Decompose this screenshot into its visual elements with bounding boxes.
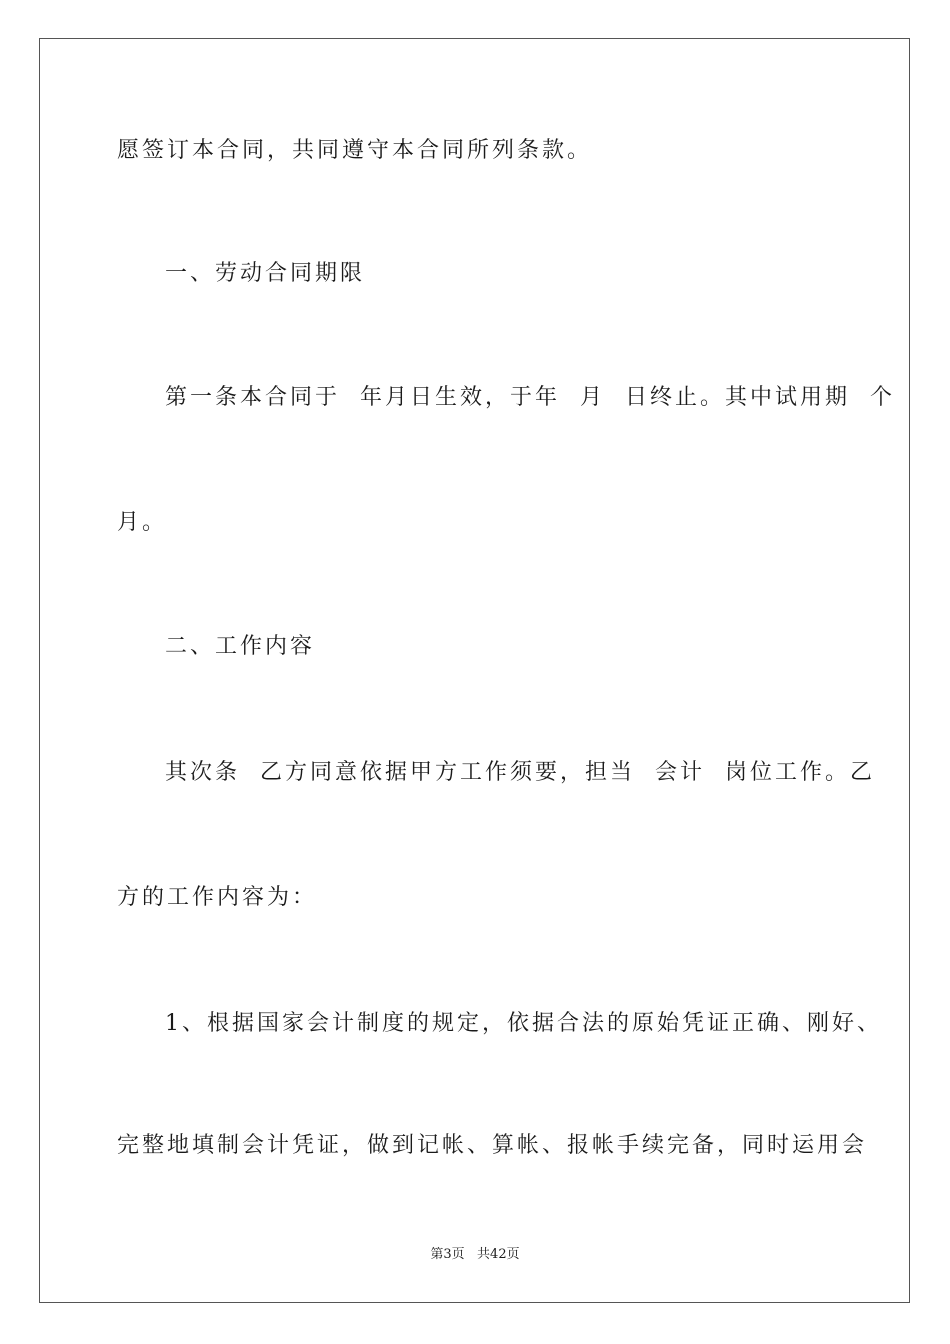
page-border xyxy=(39,38,910,1303)
paragraph-line: 1、根据国家会计制度的规定，依据合法的原始凭证正确、刚好、 xyxy=(165,1011,882,1036)
page-number-footer: 第3页 共42页 xyxy=(430,1247,520,1262)
paragraph-line: 方的工作内容为： xyxy=(117,885,318,910)
section-heading: 二、工作内容 xyxy=(165,634,316,659)
paragraph-line: 完整地填制会计凭证，做到记帐、算帐、报帐手续完备，同时运用会 xyxy=(117,1133,868,1158)
section-heading: 一、劳动合同期限 xyxy=(165,261,366,286)
paragraph-line: 其次条 乙方同意依据甲方工作须要，担当 会计 岗位工作。乙 xyxy=(165,760,875,785)
paragraph-line: 第一条本合同于 年月日生效，于年 月 日终止。其中试用期 个 xyxy=(165,385,895,410)
paragraph-line: 月。 xyxy=(117,510,168,535)
paragraph-line: 愿签订本合同，共同遵守本合同所列条款。 xyxy=(117,138,593,163)
